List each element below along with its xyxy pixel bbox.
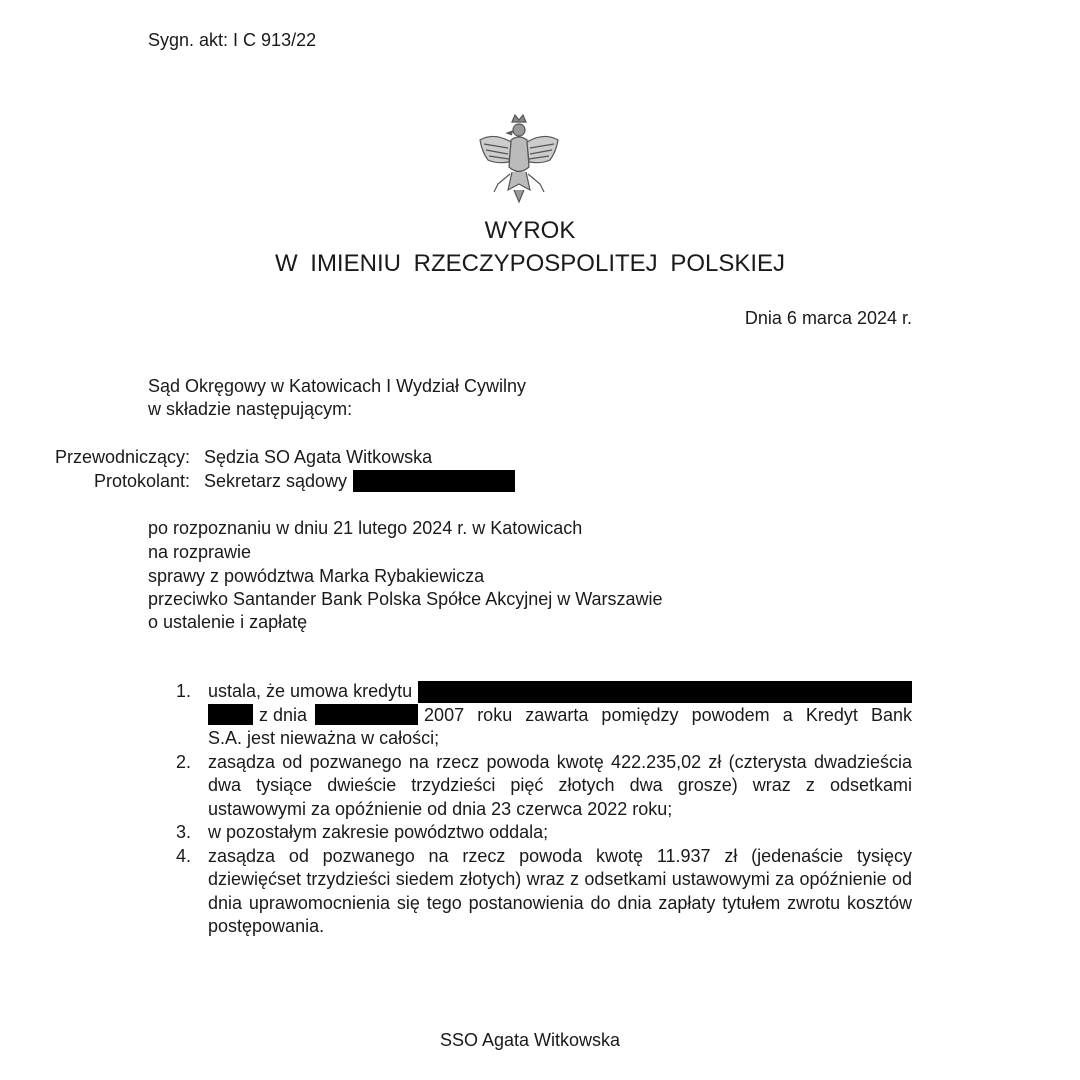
panel-value: Sekretarz sądowy — [204, 471, 348, 491]
proceedings-line: o ustalenie i zapłatę — [148, 612, 308, 632]
item-text: zasądza od pozwanego na rzecz powoda kwotę 11.937 zł (jedenaście tysięcy dziewięćset trzydzieści siedem złotych) wraz z odsetkami ustawowymi za opóźnienie od dnia uprawomocnienia się tego postanowienia do dnia zapłaty tytułem zwrotu kosztów postępowania. — [208, 845, 912, 936]
item-text: 2007 roku zawarta pomiędzy powodem a Kredyt Bank — [424, 704, 912, 725]
item-text: S.A. jest nieważna w całości; — [208, 728, 440, 748]
proceedings-line: po rozpoznaniu w dniu 21 lutego 2024 r. w Katowicach — [148, 518, 583, 538]
verdict-list — [148, 680, 912, 939]
proceedings-line: na rozprawie — [148, 542, 252, 562]
case-number: Sygn. akt: I C 913/22 — [148, 30, 317, 50]
verdict-item — [148, 751, 912, 822]
panel-value: Sędzia SO Agata Witkowska — [204, 447, 433, 467]
item-number: 3. — [176, 822, 192, 842]
redaction-box — [353, 470, 515, 492]
item-text: zasądza od pozwanego na rzecz powoda kwotę 422.235,02 zł (czterysta dwadzieścia dwa tysiące dwieście trzydzieści pięć złotych dwa grosze) wraz z odsetkami ustawowymi za opóźnienie od dnia 23 czerwca 2022 roku; — [208, 751, 912, 819]
redaction-box — [418, 681, 912, 703]
document-title: WYROK — [484, 217, 576, 244]
judge-signature: SSO Agata Witkowska — [439, 1030, 621, 1050]
redaction-box — [315, 704, 418, 725]
panel-label: Protokolant: — [93, 471, 190, 491]
court-composition-intro: w składzie następującym: — [148, 399, 353, 419]
panel-label: Przewodniczący: — [54, 447, 190, 467]
proceedings-line: przeciwko Santander Bank Polska Spółce Akcyjnej w Warszawie — [148, 589, 663, 609]
document-subtitle: W IMIENIU RZECZYPOSPOLITEJ POLSKIEJ — [274, 250, 786, 277]
item-number: 2. — [176, 751, 192, 772]
verdict-item — [148, 845, 912, 939]
proceedings-line: sprawy z powództwa Marka Rybakiewicza — [148, 566, 485, 586]
verdict-item — [148, 680, 912, 751]
judgment-date: Dnia 6 marca 2024 r. — [744, 308, 912, 328]
item-number: 4. — [176, 845, 192, 866]
item-text: w pozostałym zakresie powództwo oddala; — [208, 822, 549, 842]
item-number: 1. — [176, 681, 192, 701]
court-name: Sąd Okręgowy w Katowicach I Wydział Cywilny — [148, 376, 526, 396]
verdict-item — [148, 821, 912, 845]
panel-row-chair — [0, 446, 432, 469]
polish-eagle-emblem-icon — [474, 112, 564, 208]
item-text: z dnia — [259, 704, 308, 725]
redaction-box — [208, 704, 253, 725]
item-text: ustala, że umowa kredytu — [208, 681, 413, 701]
panel-row-clerk — [0, 470, 515, 493]
